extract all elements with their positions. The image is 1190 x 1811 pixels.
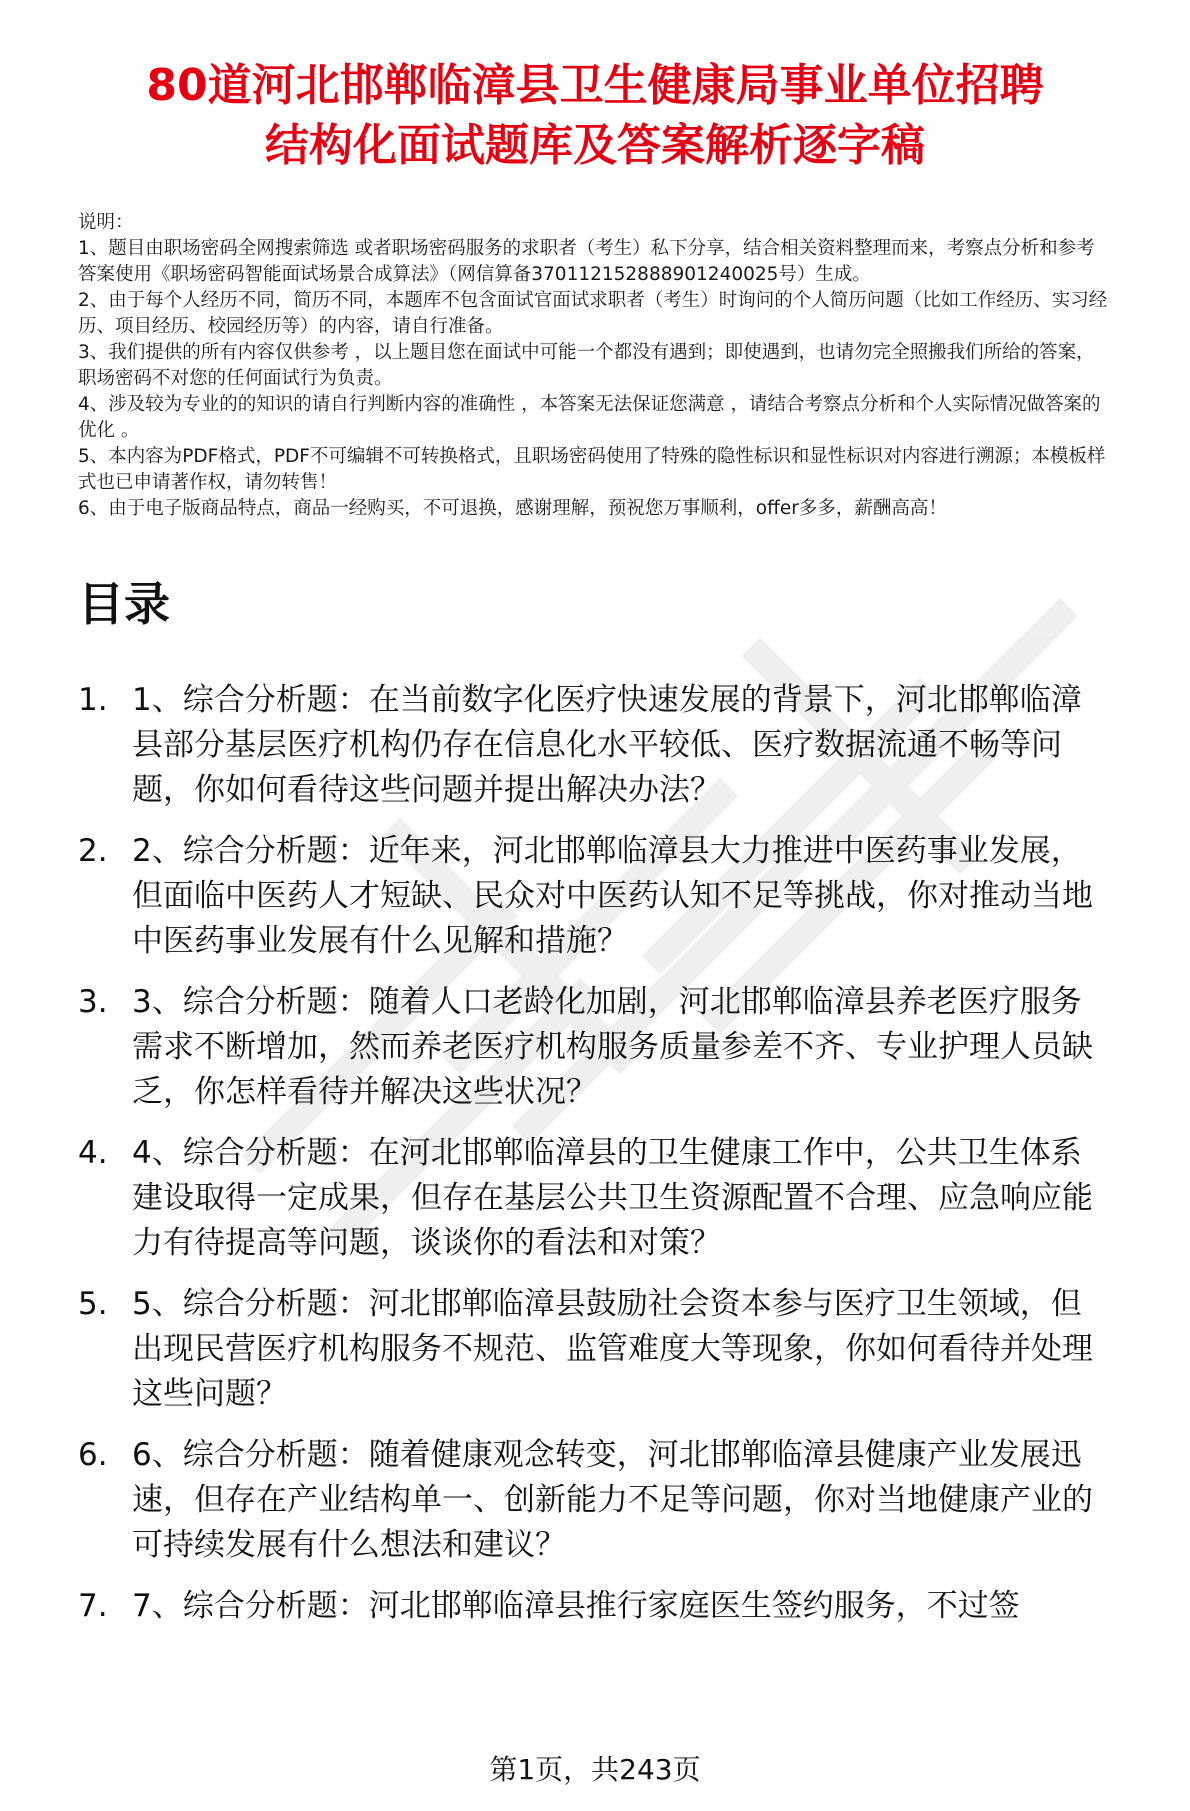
toc-item[interactable] bbox=[78, 1433, 1112, 1568]
toc-item-number: 3. bbox=[78, 984, 108, 1020]
toc-item-number: 2. bbox=[78, 833, 108, 869]
title-line-1: 80道河北邯郸临漳县卫生健康局事业单位招聘 bbox=[146, 60, 1044, 111]
note-item: 2、由于每个人经历不同，简历不同，本题库不包含面试官面试求职者（考生）时询问的个人简历问题（比如工作经历、实习经历、项目经历、校园经历等）的内容，请自行准备。 bbox=[78, 290, 1108, 337]
toc-item-number: 7. bbox=[78, 1588, 108, 1624]
toc-item[interactable] bbox=[78, 980, 1112, 1115]
note-item: 3、我们提供的所有内容仅供参考 ，以上题目您在面试中可能一个都没有遇到；即使遇到，也请勿完全照搬我们所给的答案，职场密码不对您的任何面试行为负责。 bbox=[78, 342, 1095, 389]
toc-heading: 目录 bbox=[78, 577, 170, 631]
document-title bbox=[78, 56, 1112, 176]
toc-item[interactable] bbox=[78, 1282, 1112, 1417]
note-item: 4、涉及较为专业的的知识的请自行判断内容的准确性 ，本答案无法保证您满意 ，请结合考察点分析和个人实际情况做答案的优化 。 bbox=[78, 394, 1101, 441]
toc-item[interactable] bbox=[78, 678, 1112, 813]
page-footer: 第1页，共243页 bbox=[489, 1753, 701, 1786]
toc-item[interactable] bbox=[78, 1584, 1112, 1629]
toc-item-text: 7、综合分析题：河北邯郸临漳县推行家庭医生签约服务，不过签 bbox=[132, 1588, 1020, 1624]
note-item: 6、由于电子版商品特点，商品一经购买，不可退换，感谢理解，预祝您万事顺利，offer多多，薪酬高高！ bbox=[78, 498, 947, 519]
toc-item[interactable] bbox=[78, 1131, 1112, 1266]
notes-section bbox=[78, 210, 1112, 522]
toc-item-text: 3、综合分析题：随着人口老龄化加剧，河北邯郸临漳县养老医疗服务需求不断增加，然而养老医疗机构服务质量参差不齐、专业护理人员缺乏，你怎样看待并解决这些状况？ bbox=[132, 984, 1093, 1110]
note-item: 1、题目由职场密码全网搜索筛选 或者职场密码服务的求职者（考生）私下分享，结合相关资料整理而来，考察点分析和参考答案使用《职场密码智能面试场景合成算法》（网信算备370112152888901240025号）生成。 bbox=[78, 238, 1095, 285]
toc-item-text: 2、综合分析题：近年来，河北邯郸临漳县大力推进中医药事业发展，但面临中医药人才短缺、民众对中医药认知不足等挑战，你对推动当地中医药事业发展有什么见解和措施？ bbox=[132, 833, 1093, 959]
toc-item-number: 5. bbox=[78, 1286, 108, 1322]
toc-item[interactable] bbox=[78, 829, 1112, 964]
toc-item-number: 1. bbox=[78, 682, 108, 718]
note-item: 5、本内容为PDF格式，PDF不可编辑不可转换格式，且职场密码使用了特殊的隐性标识和显性标识对内容进行溯源；本模板样式也已申请著作权，请勿转售！ bbox=[78, 446, 1106, 493]
notes-heading: 说明： bbox=[78, 212, 134, 233]
toc-item-text: 1、综合分析题：在当前数字化医疗快速发展的背景下，河北邯郸临漳县部分基层医疗机构仍存在信息化水平较低、医疗数据流通不畅等问题，你如何看待这些问题并提出解决办法？ bbox=[132, 682, 1082, 808]
table-of-contents bbox=[78, 678, 1112, 1629]
toc-item-text: 4、综合分析题：在河北邯郸临漳县的卫生健康工作中，公共卫生体系建设取得一定成果，但存在基层公共卫生资源配置不合理、应急响应能力有待提高等问题，谈谈你的看法和对策？ bbox=[132, 1135, 1093, 1261]
toc-item-text: 5、综合分析题：河北邯郸临漳县鼓励社会资本参与医疗卫生领域，但出现民营医疗机构服务不规范、监管难度大等现象，你如何看待并处理这些问题？ bbox=[132, 1286, 1093, 1412]
document-page bbox=[0, 56, 1190, 1629]
title-line-2: 结构化面试题库及答案解析逐字稿 bbox=[265, 120, 925, 171]
toc-item-number: 6. bbox=[78, 1437, 108, 1473]
toc-item-number: 4. bbox=[78, 1135, 108, 1171]
toc-item-text: 6、综合分析题：随着健康观念转变，河北邯郸临漳县健康产业发展迅速，但存在产业结构单一、创新能力不足等问题，你对当地健康产业的可持续发展有什么想法和建议？ bbox=[132, 1437, 1093, 1563]
